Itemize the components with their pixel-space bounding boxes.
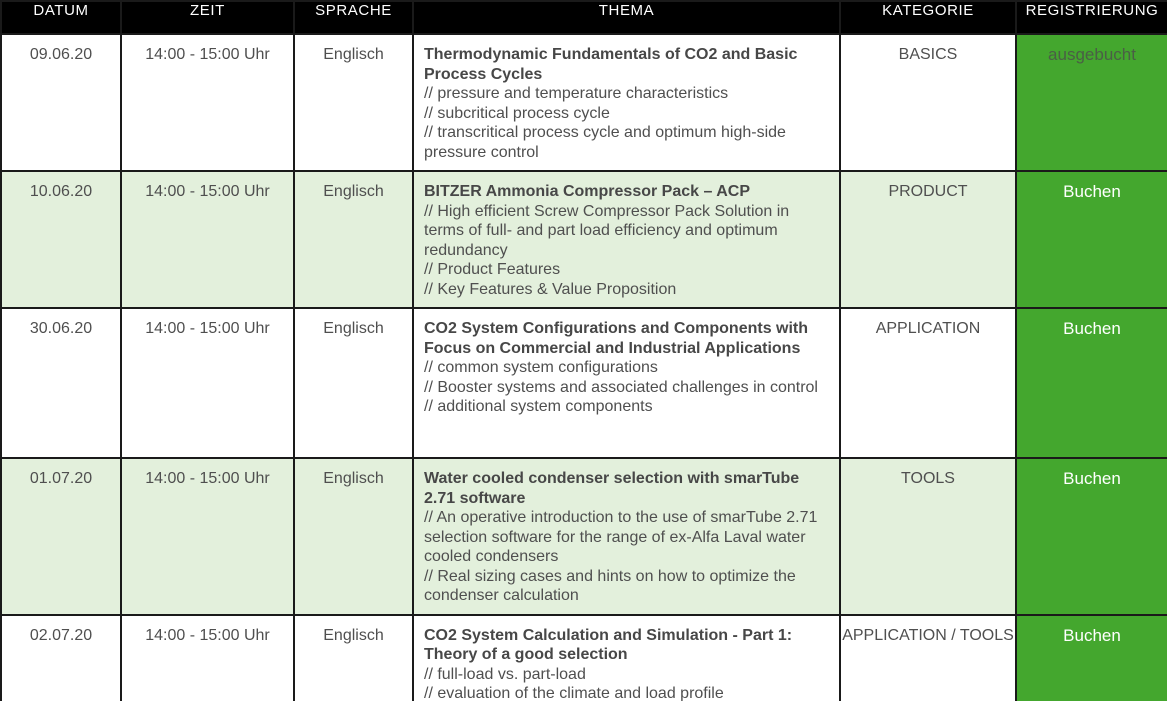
language-cell: Englisch <box>294 615 413 701</box>
topic-point: // additional system components <box>424 398 653 416</box>
language-cell: Englisch <box>294 308 413 458</box>
topic-point: // Booster systems and associated challenges in control <box>424 378 818 396</box>
topic-points <box>424 508 831 606</box>
category-cell: TOOLS <box>840 458 1016 615</box>
category-cell: PRODUCT <box>840 171 1016 308</box>
sold-out-label: ausgebucht <box>1048 45 1136 64</box>
topic-points <box>424 358 831 417</box>
topic-point: // full-load vs. part-load <box>424 665 586 683</box>
table-row <box>1 34 1167 171</box>
topic-point: // An operative introduction to the use of smarTube 2.71 selection software for the range of ex-Alfa Laval water cooled condensers <box>424 509 818 566</box>
topic-point: // subcritical process cycle <box>424 104 610 122</box>
date-cell: 01.07.20 <box>1 458 121 615</box>
topic-cell <box>413 458 840 615</box>
topic-cell <box>413 615 840 701</box>
book-button[interactable]: Buchen <box>1063 319 1121 339</box>
time-cell: 14:00 - 15:00 Uhr <box>121 171 294 308</box>
topic-point: // High efficient Screw Compressor Pack Solution in terms of full- and part load efficiency and optimum redundancy <box>424 202 790 259</box>
registration-cell[interactable] <box>1016 615 1167 701</box>
date-cell: 02.07.20 <box>1 615 121 701</box>
topic-points <box>424 84 831 162</box>
topic-point: // transcritical process cycle and optimum high-side pressure control <box>424 124 786 161</box>
time-cell: 14:00 - 15:00 Uhr <box>121 458 294 615</box>
topic-cell <box>413 34 840 171</box>
topic-point: // evaluation of the climate and load profile <box>424 685 724 701</box>
category-cell: BASICS <box>840 34 1016 171</box>
date-cell: 30.06.20 <box>1 308 121 458</box>
topic-cell <box>413 171 840 308</box>
topic-cell <box>413 308 840 458</box>
column-header-kategorie: KATEGORIE <box>840 1 1016 34</box>
topic-title: CO2 System Calculation and Simulation - Part 1: Theory of a good selection <box>424 626 793 664</box>
category-cell: APPLICATION <box>840 308 1016 458</box>
topic-title: CO2 System Configurations and Components with Focus on Commercial and Industrial Applications <box>424 320 809 357</box>
table-row <box>1 615 1167 701</box>
column-header-registrierung: REGISTRIERUNG <box>1016 1 1167 34</box>
registration-cell <box>1016 34 1167 171</box>
table-row <box>1 458 1167 615</box>
topic-point: // Key Features & Value Proposition <box>424 280 677 298</box>
category-cell: APPLICATION / TOOLS <box>840 615 1016 701</box>
book-button[interactable]: Buchen <box>1063 625 1121 645</box>
topic-point: // Product Features <box>424 261 561 279</box>
language-cell: Englisch <box>294 458 413 615</box>
topic-title: Water cooled condenser selection with smarTube 2.71 software <box>424 470 800 507</box>
topic-title: Thermodynamic Fundamentals of CO2 and Basic Process Cycles <box>424 46 798 83</box>
registration-cell[interactable] <box>1016 308 1167 458</box>
time-cell: 14:00 - 15:00 Uhr <box>121 615 294 701</box>
time-cell: 14:00 - 15:00 Uhr <box>121 308 294 458</box>
topic-point: // Real sizing cases and hints on how to optimize the condenser calculation <box>424 567 796 605</box>
language-cell: Englisch <box>294 34 413 171</box>
column-header-datum: DATUM <box>1 1 121 34</box>
registration-cell[interactable] <box>1016 171 1167 308</box>
date-cell: 09.06.20 <box>1 34 121 171</box>
language-cell: Englisch <box>294 171 413 308</box>
table-row <box>1 171 1167 308</box>
column-header-thema: THEMA <box>413 1 840 34</box>
table-header <box>1 1 1167 34</box>
time-cell: 14:00 - 15:00 Uhr <box>121 34 294 171</box>
column-header-zeit: ZEIT <box>121 1 294 34</box>
registration-cell[interactable] <box>1016 458 1167 615</box>
topic-point: // common system configurations <box>424 359 658 377</box>
date-cell: 10.06.20 <box>1 171 121 308</box>
topic-points <box>424 202 831 300</box>
book-button[interactable]: Buchen <box>1063 182 1121 202</box>
topic-title: BITZER Ammonia Compressor Pack – ACP <box>424 183 751 201</box>
book-button[interactable]: Buchen <box>1063 469 1121 489</box>
table-row <box>1 308 1167 458</box>
topic-points <box>424 665 831 701</box>
column-header-sprache: SPRACHE <box>294 1 413 34</box>
topic-point: // pressure and temperature characteristics <box>424 85 729 103</box>
